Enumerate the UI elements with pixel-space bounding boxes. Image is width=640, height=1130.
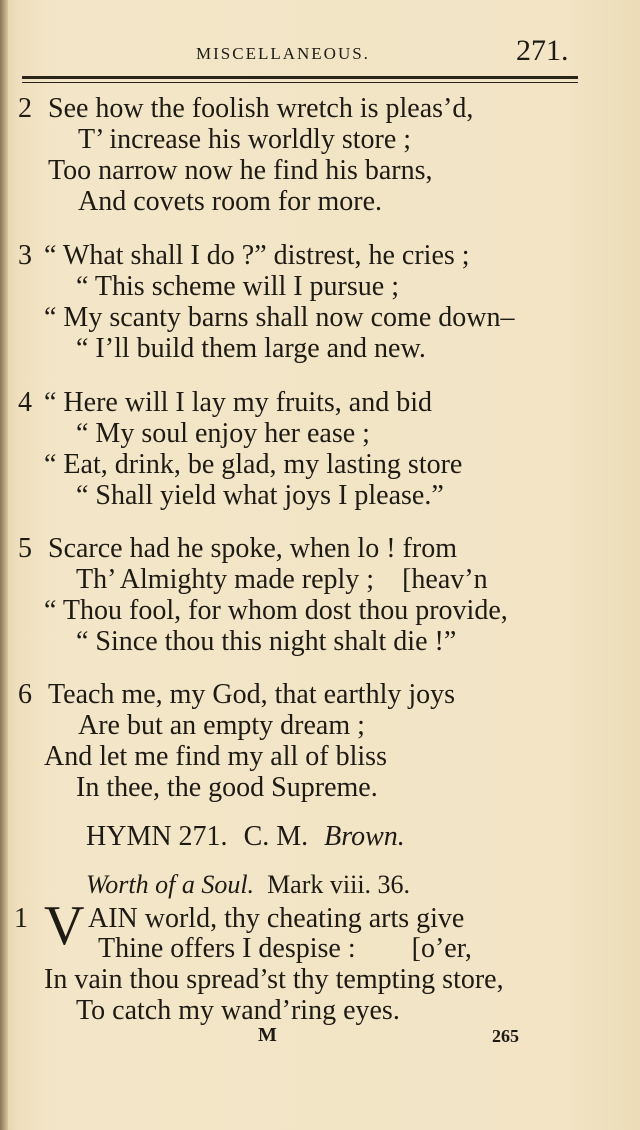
stanza-line: Too narrow now he find his barns, <box>48 155 433 186</box>
stanza-number: 5 <box>18 533 32 564</box>
signature-mark: M <box>258 1024 277 1046</box>
page-number: 271. <box>516 34 569 67</box>
stanza-line: “ Since thou this night shalt die !” <box>76 626 457 657</box>
header-rule-thin <box>22 82 578 83</box>
drop-cap: V <box>44 895 85 957</box>
stanza-line: Th’ Almighty made reply ; [heav’n <box>76 564 488 595</box>
hymn-line: Thine offers I despise : [o’er, <box>98 933 472 964</box>
stanza-line: And covets room for more. <box>78 186 383 217</box>
hymn-title: HYMN 271. <box>86 821 228 852</box>
stanza-number: 3 <box>18 240 32 271</box>
stanza-line: “ My soul enjoy her ease ; <box>76 418 370 449</box>
stanza-line: “ Here will I lay my fruits, and bid <box>44 387 433 418</box>
stanza-line: “ This scheme will I pursue ; <box>76 271 399 302</box>
hymn-scripture: Mark viii. 36. <box>267 870 411 899</box>
stanza-number: 6 <box>18 679 32 710</box>
hymn-meter: C. M. <box>243 821 309 852</box>
page-spine-shadow <box>0 0 8 1130</box>
header-rule-thick <box>22 76 578 79</box>
hymn-line: To catch my wand’ring eyes. <box>76 995 400 1026</box>
folio-number: 265 <box>492 1026 519 1046</box>
stanza-line: Teach me, my God, that earthly joys <box>48 679 456 710</box>
running-head: MISCELLANEOUS. <box>196 44 370 63</box>
stanza-number: 2 <box>18 93 32 124</box>
hymn-subject: Worth of a Soul. <box>86 870 255 899</box>
stanza-line: “ I’ll build them large and new. <box>76 333 426 364</box>
stanza-line: “ Shall yield what joys I please.” <box>76 480 444 511</box>
stanza-number: 4 <box>18 387 32 418</box>
hymn-line: In vain thou spread’st thy tempting store, <box>44 964 504 995</box>
stanza-line: T’ increase his worldly store ; <box>78 124 412 155</box>
stanza-line: In thee, the good Supreme. <box>76 772 378 803</box>
hymn-line: AIN world, thy cheating arts give <box>88 903 465 934</box>
verse-number: 1 <box>14 903 28 934</box>
stanza-line: “ Eat, drink, be glad, my lasting store <box>44 449 463 480</box>
stanza-line: “ What shall I do ?” distrest, he cries ; <box>44 240 470 271</box>
stanza-line: And let me find my all of bliss <box>44 741 387 772</box>
stanza-line: Are but an empty dream ; <box>78 710 365 741</box>
hymn-heading <box>86 822 405 852</box>
stanza-line: Scarce had he spoke, when lo ! from <box>48 533 457 564</box>
stanza-line: “ My scanty barns shall now come down– <box>44 302 515 333</box>
hymn-subtitle <box>86 870 410 900</box>
stanza-line: See how the foolish wretch is pleas’d, <box>48 93 474 124</box>
hymn-tune: Brown. <box>324 821 405 852</box>
stanza-line: “ Thou fool, for whom dost thou provide, <box>44 595 508 626</box>
